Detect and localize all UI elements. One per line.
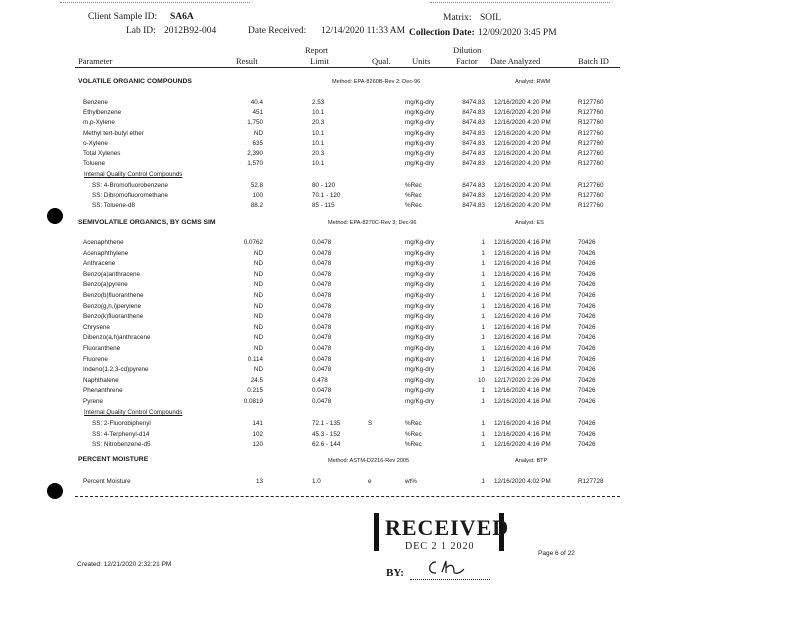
cell-parameter: Methyl tert-butyl ether <box>83 129 144 137</box>
table-row <box>0 99 800 110</box>
cell-dilution: 8474.83 <box>462 99 485 106</box>
cell-parameter: Pyrene <box>83 398 103 405</box>
table-row <box>0 420 800 431</box>
cell-units: mg/Kg-dry <box>405 281 435 289</box>
cell-result: ND <box>253 270 263 278</box>
cell-dilution: 1 <box>481 478 485 485</box>
cell-batch-id: R127760 <box>578 119 604 127</box>
cell-date-analyzed: 12/17/2020 2:26 PM <box>494 376 551 384</box>
table-row <box>0 387 800 398</box>
cell-batch-id: 70426 <box>578 366 596 374</box>
cell-result: 451 <box>252 109 263 117</box>
cell-parameter: Phenanthrene <box>83 387 123 395</box>
client-sample-id-label: Client Sample ID: <box>88 12 158 22</box>
cell-batch-id: R127760 <box>578 139 604 147</box>
cell-limit: 0.0478 <box>312 313 332 321</box>
received-by-label: BY: <box>386 567 404 579</box>
cell-batch-id: 70426 <box>578 249 596 257</box>
cell-date-analyzed: 12/16/2020 4:16 PM <box>494 355 551 363</box>
cell-dilution: 1 <box>481 355 485 363</box>
cell-result: 0.0762 <box>243 239 263 246</box>
cell-parameter: o-Xylene <box>83 139 108 147</box>
cell-date-analyzed: 12/16/2020 4:16 PM <box>494 334 551 342</box>
col-limit: Limit <box>310 56 329 66</box>
cell-result: ND <box>253 249 263 257</box>
col-report: Report <box>305 45 329 55</box>
cell-date-analyzed: 12/16/2020 4:02 PM <box>494 478 551 485</box>
cell-parameter: Percent Moisture <box>83 478 131 485</box>
cell-units: %Rec <box>405 192 422 200</box>
cell-result: 635 <box>252 139 263 147</box>
cell-dilution: 1 <box>481 323 485 331</box>
cell-units: mg/Kg-dry <box>405 239 435 246</box>
cell-batch-id: 70426 <box>578 334 596 342</box>
cell-batch-id: 70426 <box>578 387 596 395</box>
cell-limit: 2.53 <box>312 99 325 106</box>
cell-date-analyzed: 12/16/2020 4:16 PM <box>494 420 551 427</box>
cell-result: ND <box>253 345 263 352</box>
cell-dilution: 8474.83 <box>462 109 485 117</box>
cell-result: 0.0819 <box>243 398 263 405</box>
cell-batch-id: R127760 <box>578 150 604 157</box>
cell-batch-id: 70426 <box>578 292 596 299</box>
cell-date-analyzed: 12/16/2020 4:16 PM <box>494 313 551 321</box>
table-row <box>0 260 800 271</box>
cell-units: mg/Kg-dry <box>405 119 435 127</box>
cell-date-analyzed: 12/16/2020 4:16 PM <box>494 292 551 299</box>
cell-units: mg/Kg-dry <box>405 345 435 352</box>
top-cutoff-rule <box>60 2 250 3</box>
cell-dilution: 8474.83 <box>462 202 485 210</box>
cell-limit: 0.0478 <box>312 249 332 257</box>
cell-date-analyzed: 12/16/2020 4:20 PM <box>494 182 551 189</box>
cell-result: 102 <box>252 430 263 438</box>
cell-dilution: 1 <box>481 302 485 310</box>
cell-parameter: Acenaphthylene <box>83 249 129 257</box>
cell-limit: 0.0478 <box>312 355 332 363</box>
cell-limit: 0.0478 <box>312 281 332 289</box>
col-dilution: Dilution <box>453 45 482 55</box>
cell-result: 120 <box>252 441 263 449</box>
cell-date-analyzed: 12/16/2020 4:16 PM <box>494 323 551 331</box>
cell-limit: 10.1 <box>312 129 325 137</box>
cell-limit: 0.0478 <box>312 260 332 268</box>
cell-result: ND <box>253 323 263 331</box>
cell-batch-id: 70426 <box>578 281 596 289</box>
table-row <box>0 377 800 388</box>
table-row <box>0 130 800 141</box>
col-date-analyzed: Date Analyzed <box>490 56 541 66</box>
cell-dilution: 1 <box>481 292 485 299</box>
cell-dilution: 10 <box>477 376 485 384</box>
table-row <box>0 303 800 314</box>
top-cutoff-rule-right <box>430 2 610 3</box>
cell-date-analyzed: 12/16/2020 4:20 PM <box>494 99 551 106</box>
cell-result: ND <box>253 302 263 310</box>
received-stamp <box>374 513 510 552</box>
cell-limit: 10.1 <box>312 109 325 117</box>
cell-date-analyzed: 12/16/2020 4:16 PM <box>494 387 551 395</box>
cell-units: mg/Kg-dry <box>405 139 435 147</box>
cell-parameter: Chrysene <box>83 323 110 331</box>
cell-parameter: Fluorene <box>83 355 108 363</box>
cell-dilution: 1 <box>481 239 485 246</box>
table-row <box>0 292 800 303</box>
cell-batch-id: R127760 <box>578 192 604 200</box>
cell-date-analyzed: 12/16/2020 4:16 PM <box>494 270 551 278</box>
cell-result: 100 <box>252 192 263 200</box>
cell-units: %Rec <box>405 420 422 427</box>
cell-parameter: SS: Toluene-d8 <box>92 202 135 210</box>
cell-units: mg/Kg-dry <box>405 260 435 268</box>
cell-dilution: 1 <box>481 366 485 374</box>
cell-parameter: Naphthalene <box>83 376 119 384</box>
cell-date-analyzed: 12/16/2020 4:16 PM <box>494 441 551 449</box>
cell-units: mg/Kg-dry <box>405 129 435 137</box>
cell-result: 1,750 <box>247 119 263 127</box>
cell-dilution: 1 <box>481 281 485 289</box>
cell-result: 52.8 <box>250 182 263 189</box>
moisture-method: Method: ASTM-D2216-Rev 2005 <box>328 458 410 464</box>
cell-dilution: 8474.83 <box>462 129 485 137</box>
cell-dilution: 1 <box>481 398 485 405</box>
cell-parameter: SS: 4-Terphenyl-d14 <box>92 430 150 438</box>
cell-limit: 0.0478 <box>312 334 332 342</box>
cell-units: %Rec <box>405 182 422 189</box>
cell-result: ND <box>253 129 263 137</box>
cell-limit: 0.0478 <box>312 323 332 331</box>
cell-dilution: 8474.83 <box>462 192 485 200</box>
table-row <box>0 140 800 151</box>
cell-limit: 0.0478 <box>312 366 332 374</box>
cell-units: mg/Kg-dry <box>405 387 435 395</box>
voc-section-title: VOLATILE ORGANIC COMPOUNDS <box>78 78 192 85</box>
table-row <box>0 192 800 203</box>
col-parameter: Parameter <box>78 56 113 66</box>
cell-limit: 0.0478 <box>312 345 332 352</box>
cell-units: mg/Kg-dry <box>405 366 435 374</box>
cell-limit: 62.6 - 144 <box>312 441 341 449</box>
collection-date-label: Collection Date: <box>409 28 475 38</box>
col-batch-id: Batch ID <box>578 56 609 66</box>
cell-limit: 20.3 <box>312 150 325 157</box>
cell-parameter: Acenaphthene <box>83 239 124 246</box>
cell-limit: 1.0 <box>312 478 321 485</box>
signature-image <box>424 558 468 578</box>
cell-result: ND <box>253 292 263 299</box>
cell-result: 141 <box>252 420 263 427</box>
cell-result: ND <box>253 366 263 374</box>
cell-date-analyzed: 12/16/2020 4:16 PM <box>494 281 551 289</box>
cell-units: mg/Kg-dry <box>405 355 435 363</box>
cell-limit: 20.3 <box>312 119 325 127</box>
cell-date-analyzed: 12/16/2020 4:20 PM <box>494 119 551 127</box>
cell-result: 40.4 <box>250 99 263 106</box>
cell-dilution: 1 <box>481 387 485 395</box>
hole-punch <box>47 208 63 224</box>
cell-date-analyzed: 12/16/2020 4:16 PM <box>494 398 551 405</box>
table-row <box>0 356 800 367</box>
cell-dilution: 1 <box>481 313 485 321</box>
cell-date-analyzed: 12/16/2020 4:16 PM <box>494 366 551 374</box>
cell-dilution: 1 <box>481 270 485 278</box>
cell-batch-id: 70426 <box>578 345 596 352</box>
cell-date-analyzed: 12/16/2020 4:20 PM <box>494 109 551 117</box>
cell-units: mg/Kg-dry <box>405 334 435 342</box>
cell-parameter: Benzo(a)pyrene <box>83 281 128 289</box>
footer-rule <box>75 496 620 497</box>
cell-batch-id: R127728 <box>578 478 604 485</box>
cell-limit: 45.3 - 152 <box>312 430 341 438</box>
table-row <box>0 398 800 409</box>
cell-limit: 10.1 <box>312 160 325 168</box>
cell-limit: 85 - 115 <box>312 202 335 210</box>
col-result: Result <box>236 56 258 66</box>
table-row <box>0 250 800 261</box>
svoc-section-title: SEMIVOLATILE ORGANICS, BY GCMS SIM <box>78 219 216 226</box>
cell-units: mg/Kg-dry <box>405 313 435 321</box>
cell-batch-id: R127760 <box>578 129 604 137</box>
cell-qualifier: e <box>368 478 372 485</box>
cell-result: ND <box>253 281 263 289</box>
table-row <box>0 271 800 282</box>
cell-dilution: 8474.83 <box>462 182 485 189</box>
table-row <box>0 150 800 161</box>
cell-limit: 10.1 <box>312 139 325 147</box>
cell-batch-id: 70426 <box>578 270 596 278</box>
cell-parameter: Benzo(g,h,i)perylene <box>83 302 142 310</box>
cell-date-analyzed: 12/16/2020 4:16 PM <box>494 239 551 246</box>
lab-id-label: Lab ID: <box>126 26 156 36</box>
cell-units: mg/Kg-dry <box>405 109 435 117</box>
cell-units: %Rec <box>405 430 422 438</box>
cell-units: mg/Kg-dry <box>405 270 435 278</box>
cell-date-analyzed: 12/16/2020 4:20 PM <box>494 160 551 168</box>
header-rule <box>75 67 620 68</box>
cell-batch-id: 70426 <box>578 355 596 363</box>
cell-qualifier: S <box>368 420 373 427</box>
cell-result: 13 <box>255 478 263 485</box>
cell-dilution: 1 <box>481 260 485 268</box>
cell-parameter: m,p-Xylene <box>83 119 115 127</box>
cell-limit: 70.1 - 120 <box>312 192 341 200</box>
svoc-analyst: Analyst: ES <box>515 220 544 226</box>
table-row <box>0 160 800 171</box>
table-row <box>0 313 800 324</box>
lab-id: 2012B92-004 <box>164 26 217 36</box>
cell-batch-id: R127760 <box>578 109 604 117</box>
cell-dilution: 1 <box>481 441 485 449</box>
cell-result: 0.215 <box>247 387 263 395</box>
client-sample-id: SA6A <box>170 12 194 22</box>
cell-result: 1,570 <box>247 160 263 168</box>
cell-date-analyzed: 12/16/2020 4:20 PM <box>494 202 551 210</box>
received-stamp-date: DEC 2 1 2020 <box>405 541 475 552</box>
collection-date: 12/09/2020 3:45 PM <box>478 28 557 38</box>
cell-dilution: 8474.83 <box>462 160 485 168</box>
cell-parameter: SS: Nitrobenzene-d5 <box>92 441 151 449</box>
cell-date-analyzed: 12/16/2020 4:20 PM <box>494 150 551 157</box>
cell-limit: 72.1 - 135 <box>312 420 341 427</box>
cell-parameter: Indeno(1,2,3-cd)pyrene <box>83 366 149 374</box>
cell-limit: 0.478 <box>312 376 328 384</box>
cell-parameter: Toluene <box>83 160 106 168</box>
cell-units: mg/Kg-dry <box>405 292 435 299</box>
cell-batch-id: 70426 <box>578 420 596 427</box>
cell-date-analyzed: 12/16/2020 4:20 PM <box>494 192 551 200</box>
date-received-label: Date Received: <box>248 26 307 36</box>
created-timestamp: Created: 12/21/2020 2:32:21 PM <box>77 561 172 568</box>
cell-batch-id: 70426 <box>578 260 596 268</box>
moisture-analyst: Analyst: BTP <box>515 458 548 464</box>
cell-date-analyzed: 12/16/2020 4:16 PM <box>494 249 551 257</box>
cell-dilution: 1 <box>481 334 485 342</box>
svoc-method: Method: EPA-8270C-Rev 3; Dec-96 <box>328 220 417 226</box>
col-qual: Qual. <box>372 56 391 66</box>
received-stamp-text: RECEIVED <box>385 515 510 540</box>
table-row <box>0 441 800 452</box>
cell-units: %Rec <box>405 441 422 449</box>
cell-date-analyzed: 12/16/2020 4:16 PM <box>494 345 551 352</box>
voc-qc-label: Internal Quality Control Compounds <box>84 171 183 178</box>
col-factor: Factor <box>456 56 478 66</box>
cell-dilution: 1 <box>481 345 485 352</box>
cell-units: wt% <box>405 478 417 485</box>
cell-batch-id: 70426 <box>578 302 596 310</box>
cell-date-analyzed: 12/16/2020 4:16 PM <box>494 302 551 310</box>
cell-units: mg/Kg-dry <box>405 376 435 384</box>
cell-limit: 0.0478 <box>312 398 332 405</box>
cell-batch-id: R127760 <box>578 99 604 106</box>
cell-parameter: Benzo(a)anthracene <box>83 270 141 278</box>
cell-units: mg/Kg-dry <box>405 150 435 157</box>
cell-dilution: 8474.83 <box>462 119 485 127</box>
cell-batch-id: 70426 <box>578 430 596 438</box>
cell-result: ND <box>253 260 263 268</box>
cell-dilution: 1 <box>481 420 485 427</box>
cell-date-analyzed: 12/16/2020 4:20 PM <box>494 139 551 147</box>
table-row <box>0 334 800 345</box>
table-row <box>0 431 800 442</box>
cell-batch-id: 70426 <box>578 398 596 405</box>
table-row <box>0 239 800 250</box>
cell-limit: 80 - 120 <box>312 182 336 189</box>
table-row <box>0 182 800 193</box>
cell-limit: 0.0478 <box>312 302 332 310</box>
cell-parameter: Benzo(k)fluoranthene <box>83 313 144 321</box>
table-row <box>0 478 800 489</box>
cell-units: mg/Kg-dry <box>405 99 435 106</box>
cell-parameter: SS: 4-Bromofluorobenzene <box>92 182 168 189</box>
cell-result: 88.2 <box>250 202 263 210</box>
moisture-section-title: PERCENT MOISTURE <box>78 456 149 463</box>
cell-parameter: Benzene <box>83 99 108 106</box>
cell-units: mg/Kg-dry <box>405 398 435 405</box>
cell-batch-id: 70426 <box>578 376 596 384</box>
hole-punch <box>47 483 63 499</box>
cell-date-analyzed: 12/16/2020 4:16 PM <box>494 430 551 438</box>
voc-analyst: Analyst: RWM <box>515 79 551 85</box>
cell-batch-id: R127760 <box>578 160 604 168</box>
table-row <box>0 345 800 356</box>
cell-limit: 0.0478 <box>312 292 332 299</box>
cell-batch-id: R127760 <box>578 182 604 189</box>
cell-parameter: Dibenzo(a,h)anthracene <box>83 334 151 342</box>
cell-units: mg/Kg-dry <box>405 302 435 310</box>
page-number: Page 6 of 22 <box>538 550 575 557</box>
cell-batch-id: 70426 <box>578 323 596 331</box>
cell-parameter: Ethylbenzene <box>83 109 122 117</box>
cell-result: ND <box>253 313 263 321</box>
matrix: SOIL <box>480 13 502 23</box>
cell-result: 24.5 <box>250 376 263 384</box>
cell-dilution: 8474.83 <box>462 139 485 147</box>
cell-dilution: 1 <box>481 249 485 257</box>
table-row <box>0 324 800 335</box>
cell-units: mg/Kg-dry <box>405 323 435 331</box>
signature-line <box>410 579 490 580</box>
cell-parameter: Fluoranthene <box>83 345 121 352</box>
table-row <box>0 119 800 130</box>
cell-result: 2,390 <box>247 150 263 157</box>
cell-result: 0.114 <box>247 355 263 363</box>
cell-parameter: SS: Dibromofluoromethane <box>92 192 168 200</box>
table-row <box>0 366 800 377</box>
matrix-label: Matrix: <box>443 13 472 23</box>
date-received: 12/14/2020 11:33 AM <box>321 26 406 36</box>
cell-limit: 0.0478 <box>312 270 332 278</box>
cell-units: %Rec <box>405 202 422 210</box>
cell-units: mg/Kg-dry <box>405 160 435 168</box>
cell-units: mg/Kg-dry <box>405 249 435 257</box>
cell-batch-id: 70426 <box>578 239 596 246</box>
table-row <box>0 281 800 292</box>
cell-parameter: Total Xylenes <box>83 150 121 157</box>
cell-parameter: SS: 2-Fluorobiphenyl <box>92 420 151 427</box>
svoc-qc-label: Internal Quality Control Compounds <box>84 409 183 416</box>
cell-dilution: 8474.83 <box>462 150 485 157</box>
cell-limit: 0.0478 <box>312 387 332 395</box>
cell-date-analyzed: 12/16/2020 4:20 PM <box>494 129 551 137</box>
cell-parameter: Anthracene <box>83 260 116 268</box>
table-row <box>0 202 800 213</box>
table-row <box>0 109 800 120</box>
cell-batch-id: 70426 <box>578 441 596 449</box>
voc-method: Method: EPA-8260B-Rev 2: Dec-96 <box>332 79 421 85</box>
cell-parameter: Benzo(b)fluoranthene <box>83 292 144 299</box>
cell-dilution: 1 <box>481 430 485 438</box>
cell-batch-id: R127760 <box>578 202 604 210</box>
col-units: Units <box>412 56 431 66</box>
cell-date-analyzed: 12/16/2020 4:16 PM <box>494 260 551 268</box>
cell-result: ND <box>253 334 263 342</box>
cell-limit: 0.0478 <box>312 239 332 246</box>
cell-batch-id: 70426 <box>578 313 596 321</box>
